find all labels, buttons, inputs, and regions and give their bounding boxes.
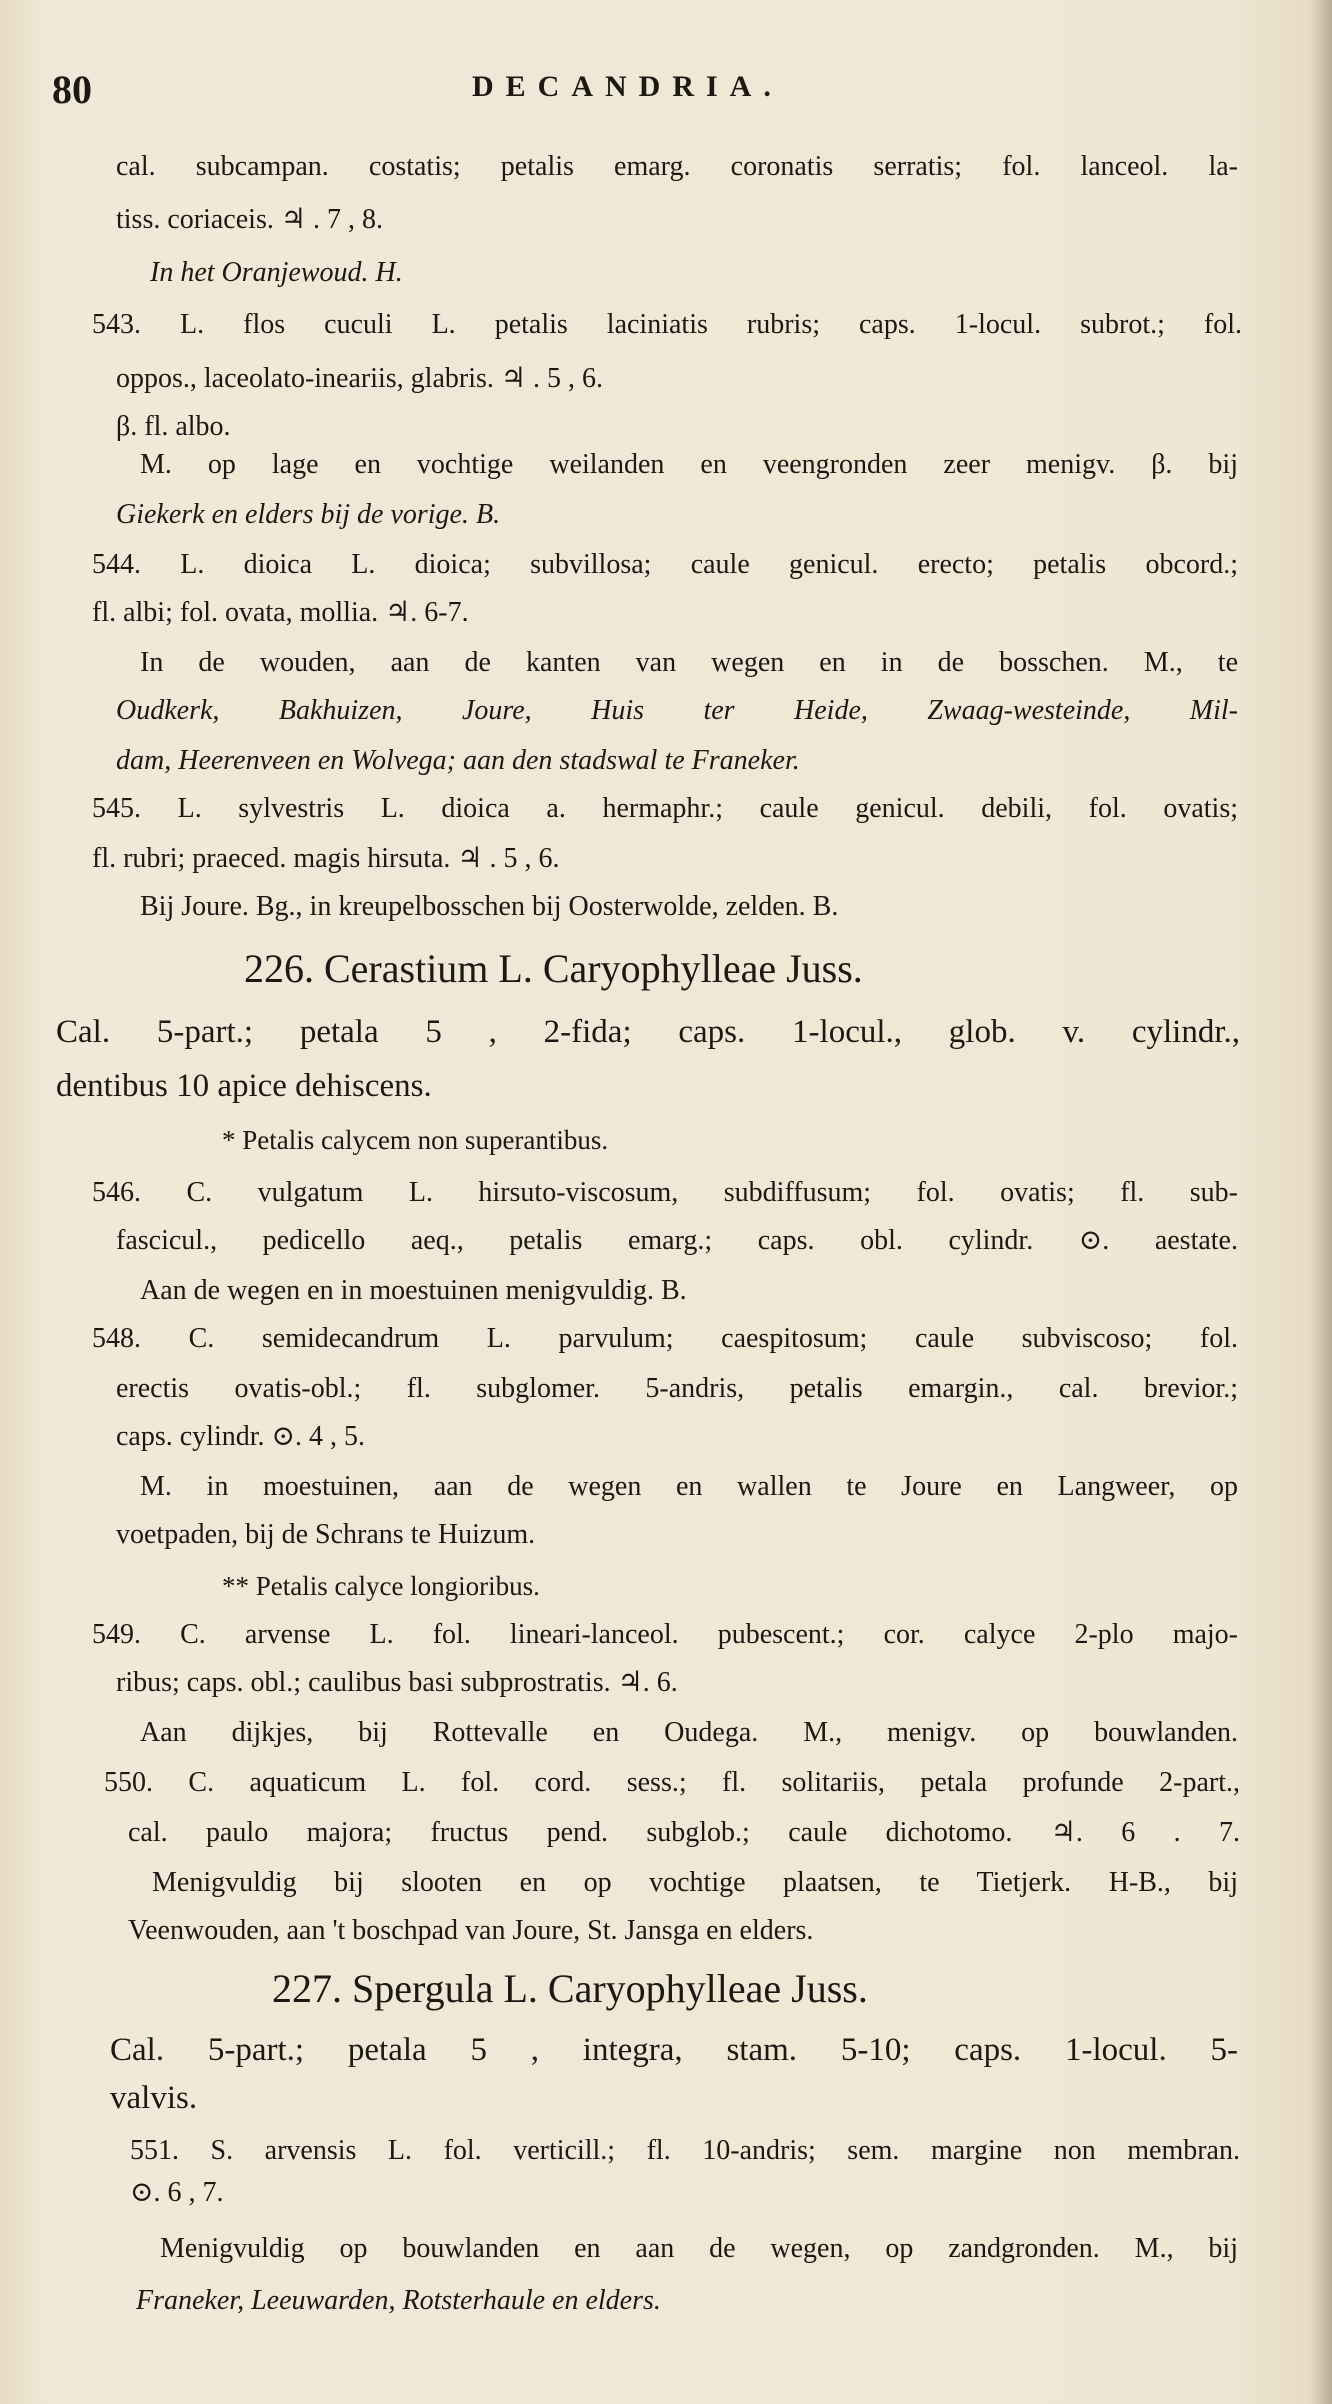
genus-heading: 227. Spergula L. Caryophylleae Juss.: [272, 1966, 868, 2011]
page-number: 80: [52, 67, 92, 112]
section-heading: ** Petalis calyce longioribus.: [222, 1571, 540, 1601]
genus-definition: Cal. 5-part.; petala 5 , integra, stam. 5-10; caps. 1-locul. 5-: [110, 2032, 1238, 2068]
text-line: In het Oranjewoud. H.: [150, 257, 403, 288]
text-line: In de wouden, aan de kanten van wegen en in de bosschen. M., te: [140, 647, 1238, 678]
running-head: DECANDRIA.: [472, 70, 783, 103]
genus-definition: valvis.: [110, 2080, 198, 2116]
text-line: voetpaden, bij de Schrans te Huizum.: [116, 1519, 536, 1550]
text-line: cal. subcampan. costatis; petalis emarg. coronatis serratis; fol. lanceol. la-: [116, 151, 1238, 182]
text-line: oppos., laceolato-ineariis, glabris. ♃ . 5 , 6.: [116, 363, 603, 394]
text-line: cal. paulo majora; fructus pend. subglob.; caule dichotomo. ♃. 6 . 7.: [128, 1817, 1240, 1848]
text-line: β. fl. albo.: [116, 411, 231, 442]
genus-definition: Cal. 5-part.; petala 5 , 2-fida; caps. 1-locul., glob. v. cylindr.,: [56, 1014, 1240, 1050]
text-line: M. op lage en vochtige weilanden en veengronden zeer menigv. β. bij: [140, 449, 1238, 480]
species-entry: 551. S. arvensis L. fol. verticill.; fl. 10-andris; sem. margine non membran.: [130, 2135, 1240, 2166]
text-line: ⊙. 6 , 7.: [130, 2177, 224, 2208]
text-line: caps. cylindr. ⊙. 4 , 5.: [116, 1421, 365, 1452]
text-line: Aan dijkjes, bij Rottevalle en Oudega. M., menigv. op bouwlanden.: [140, 1717, 1238, 1748]
species-entry: 543. L. flos cuculi L. petalis laciniatis rubris; caps. 1-locul. subrot.; fol.: [92, 309, 1242, 340]
text-line: erectis ovatis-obl.; fl. subglomer. 5-andris, petalis emargin., cal. brevior.;: [116, 1373, 1238, 1404]
text-line: ribus; caps. obl.; caulibus basi subprostratis. ♃. 6.: [116, 1667, 678, 1698]
species-entry: 550. C. aquaticum L. fol. cord. sess.; fl. solitariis, petala profunde 2-part.,: [104, 1767, 1240, 1798]
section-heading: * Petalis calycem non superantibus.: [222, 1125, 609, 1155]
genus-heading: 226. Cerastium L. Caryophylleae Juss.: [244, 946, 863, 991]
text-line: fascicul., pedicello aeq., petalis emarg.; caps. obl. cylindr. ⊙. aestate.: [116, 1225, 1238, 1256]
genus-definition: dentibus 10 apice dehiscens.: [56, 1068, 432, 1104]
species-entry: 544. L. dioica L. dioica; subvillosa; caule genicul. erecto; petalis obcord.;: [92, 549, 1238, 580]
species-entry: 548. C. semidecandrum L. parvulum; caespitosum; caule subviscoso; fol.: [92, 1323, 1238, 1354]
text-line: Menigvuldig bij slooten en op vochtige plaatsen, te Tietjerk. H-B., bij: [152, 1867, 1238, 1898]
text-line: fl. rubri; praeced. magis hirsuta. ♃ . 5 , 6.: [92, 843, 560, 874]
text-line: fl. albi; fol. ovata, mollia. ♃. 6-7.: [92, 597, 469, 628]
text-line: tiss. coriaceis. ♃ . 7 , 8.: [116, 204, 383, 235]
page-edge-shadow: [1310, 0, 1332, 2404]
text-line: dam, Heerenveen en Wolvega; aan den stadswal te Franeker.: [116, 745, 800, 776]
text-line: Menigvuldig op bouwlanden en aan de wegen, op zandgronden. M., bij: [160, 2233, 1238, 2264]
species-entry: 546. C. vulgatum L. hirsuto-viscosum, subdiffusum; fol. ovatis; fl. sub-: [92, 1177, 1238, 1208]
text-line: Aan de wegen en in moestuinen menigvuldig. B.: [140, 1275, 687, 1306]
species-entry: 549. C. arvense L. fol. lineari-lanceol. pubescent.; cor. calyce 2-plo majo-: [92, 1619, 1238, 1650]
text-line: M. in moestuinen, aan de wegen en wallen te Joure en Langweer, op: [140, 1471, 1238, 1502]
text-line: Bij Joure. Bg., in kreupelbosschen bij Oosterwolde, zelden. B.: [140, 891, 839, 922]
text-line: Giekerk en elders bij de vorige. B.: [116, 499, 501, 530]
text-line: Franeker, Leeuwarden, Rotsterhaule en elders.: [136, 2285, 661, 2316]
text-line: Veenwouden, aan 't boschpad van Joure, St. Jansga en elders.: [128, 1915, 814, 1946]
text-line: Oudkerk, Bakhuizen, Joure, Huis ter Heide, Zwaag-westeinde, Mil-: [116, 695, 1238, 726]
species-entry: 545. L. sylvestris L. dioica a. hermaphr.; caule genicul. debili, fol. ovatis;: [92, 793, 1238, 824]
